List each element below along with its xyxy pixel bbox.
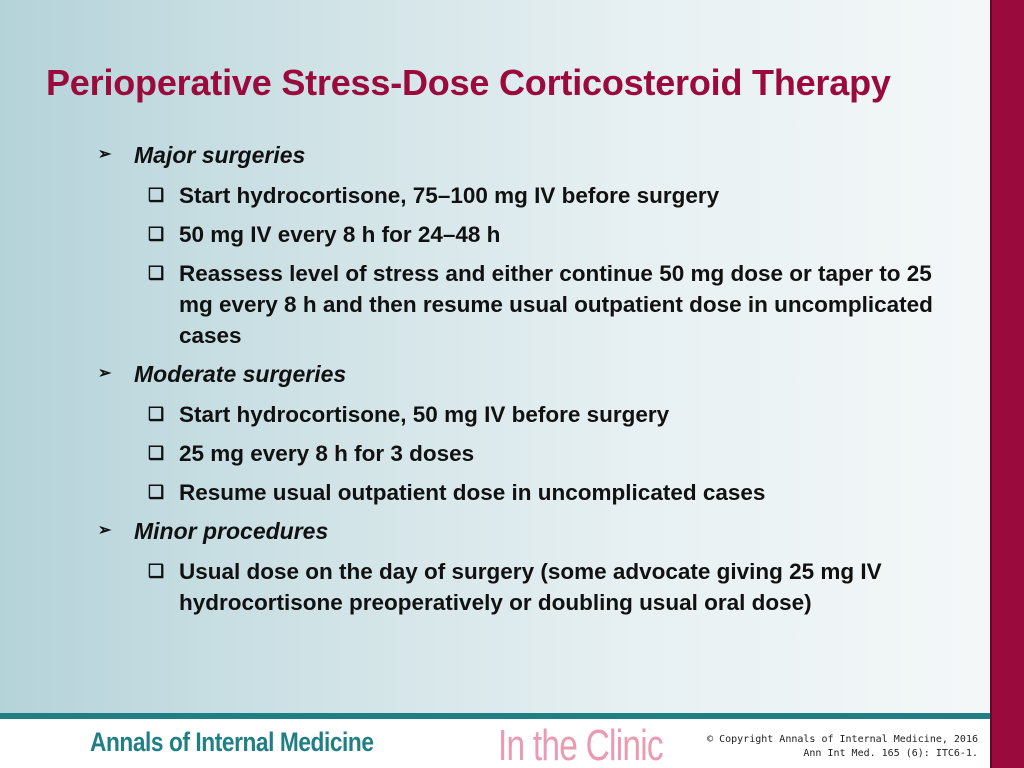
- checkbox-bullet-icon: ❑: [148, 482, 165, 502]
- list-item: [148, 258, 958, 351]
- list-item-text: Start hydrocortisone, 75–100 mg IV before surgery: [179, 183, 720, 208]
- list-item: [148, 399, 958, 430]
- checkbox-bullet-icon: ❑: [148, 443, 165, 463]
- section-heading: [98, 514, 958, 548]
- section-heading-label: Major surgeries: [134, 142, 306, 168]
- copyright-notice: [707, 733, 978, 761]
- list-item-text: 25 mg every 8 h for 3 doses: [179, 441, 475, 466]
- section-heading: [98, 138, 958, 172]
- citation-line: Ann Int Med. 165 (6): ITC6-1.: [803, 748, 978, 759]
- list-item: [148, 438, 958, 469]
- list-item: [148, 219, 958, 250]
- checkbox-bullet-icon: ❑: [148, 263, 165, 283]
- list-item-text: Usual dose on the day of surgery (some advocate giving 25 mg IV hydrocortisone preoperatively or doubling usual oral dose): [179, 559, 882, 615]
- accent-bar: [990, 0, 1024, 768]
- arrow-bullet-icon: ➢: [98, 146, 112, 163]
- list-item: [148, 180, 958, 211]
- arrow-bullet-icon: ➢: [98, 522, 112, 539]
- section-heading-label: Minor procedures: [134, 518, 329, 544]
- series-logo: In the Clinic: [498, 721, 663, 768]
- arrow-bullet-icon: ➢: [98, 365, 112, 382]
- slide-content: [98, 132, 958, 618]
- checkbox-bullet-icon: ❑: [148, 224, 165, 244]
- checkbox-bullet-icon: ❑: [148, 404, 165, 424]
- slide-title: Perioperative Stress-Dose Corticosteroid Therapy: [46, 62, 891, 103]
- list-item-text: Resume usual outpatient dose in uncomplicated cases: [179, 480, 766, 505]
- list-item-text: Reassess level of stress and either continue 50 mg dose or taper to 25 mg every 8 h and then resume usual outpatient dose in uncomplicated cases: [179, 261, 933, 348]
- list-item: [148, 477, 958, 508]
- section-heading: [98, 357, 958, 391]
- section-heading-label: Moderate surgeries: [134, 361, 347, 387]
- journal-logo: Annals of Internal Medicine: [90, 727, 374, 757]
- copyright-line: © Copyright Annals of Internal Medicine, 2016: [707, 734, 978, 745]
- list-item: [148, 556, 958, 618]
- checkbox-bullet-icon: ❑: [148, 185, 165, 205]
- list-item-text: Start hydrocortisone, 50 mg IV before surgery: [179, 402, 670, 427]
- list-item-text: 50 mg IV every 8 h for 24–48 h: [179, 222, 501, 247]
- checkbox-bullet-icon: ❑: [148, 561, 165, 581]
